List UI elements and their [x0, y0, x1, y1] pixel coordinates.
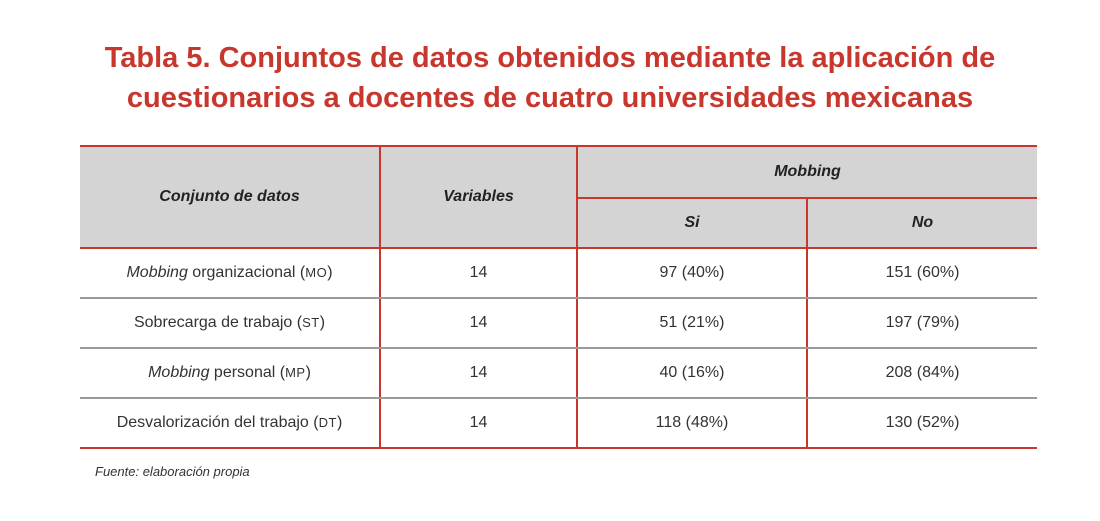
cell-conjunto-abbr: ST — [302, 315, 320, 330]
table-row — [80, 398, 1037, 448]
cell-conjunto-text: Desvalorización del trabajo ( — [116, 414, 319, 431]
table-row — [80, 348, 1037, 398]
cell-conjunto-close: ) — [305, 364, 311, 381]
table-row — [80, 248, 1037, 298]
cell-conjunto-text: Sobrecarga de trabajo ( — [133, 314, 303, 331]
cell-si: 51 (21%) — [577, 298, 807, 348]
cell-conjunto-abbr: MP — [285, 365, 306, 380]
cell-conjunto-close: ) — [336, 414, 343, 431]
cell-conjunto-abbr: MO — [305, 265, 328, 280]
cell-si: 40 (16%) — [577, 348, 807, 398]
cell-conjunto — [80, 348, 380, 398]
table-row — [80, 298, 1037, 348]
cell-conjunto-close: ) — [327, 264, 333, 281]
header-conjunto: Conjunto de datos — [80, 146, 380, 248]
title-line-1: Tabla 5. Conjuntos de datos obtenidos mediante la aplicación de — [104, 42, 996, 74]
cell-variables: 14 — [380, 348, 577, 398]
cell-no: 130 (52%) — [807, 398, 1037, 448]
cell-si: 118 (48%) — [577, 398, 807, 448]
cell-conjunto — [80, 398, 380, 448]
cell-conjunto-italic: Mobbing — [126, 264, 188, 281]
cell-variables: 14 — [380, 298, 577, 348]
cell-variables: 14 — [380, 248, 577, 298]
header-si: Si — [577, 198, 807, 248]
cell-no: 151 (60%) — [807, 248, 1037, 298]
data-table — [80, 145, 1037, 449]
source-note: Fuente: elaboración propia — [95, 464, 250, 479]
cell-conjunto-italic: Mobbing — [148, 364, 210, 381]
cell-conjunto-close: ) — [319, 314, 326, 331]
cell-conjunto — [80, 298, 380, 348]
cell-conjunto-abbr: DT — [318, 415, 337, 430]
title-line-2: cuestionarios a docentes de cuatro universidades mexicanas — [126, 82, 974, 114]
cell-conjunto-text: organizacional ( — [187, 264, 306, 281]
header-no: No — [807, 198, 1037, 248]
table-title — [0, 38, 1100, 118]
cell-variables: 14 — [380, 398, 577, 448]
cell-no: 208 (84%) — [807, 348, 1037, 398]
header-variables: Variables — [380, 146, 577, 248]
cell-si: 97 (40%) — [577, 248, 807, 298]
header-row-top — [80, 146, 1037, 198]
cell-conjunto-text: personal ( — [209, 364, 286, 381]
header-mobbing: Mobbing — [577, 146, 1037, 198]
cell-conjunto — [80, 248, 380, 298]
cell-no: 197 (79%) — [807, 298, 1037, 348]
